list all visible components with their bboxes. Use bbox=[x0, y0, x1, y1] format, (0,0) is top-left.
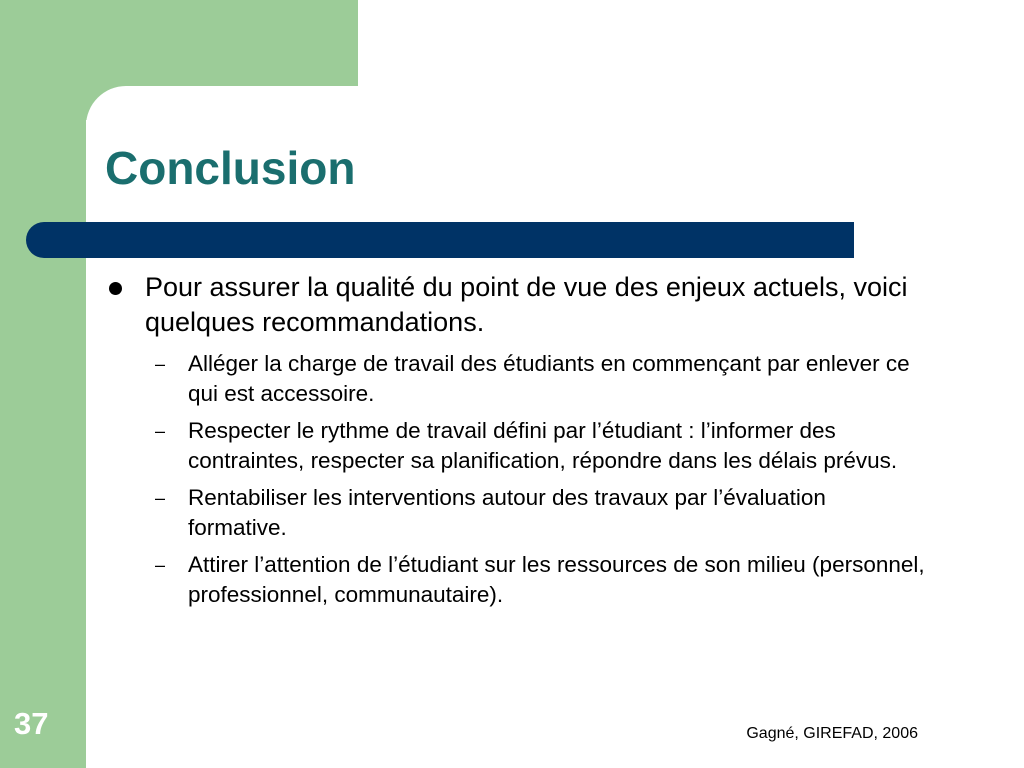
sub-bullet-item bbox=[105, 550, 925, 610]
sub-bullet-text: Respecter le rythme de travail défini par l’étudiant : l’informer des contraintes, respecter sa planification, répondre dans les délais prévus. bbox=[188, 418, 898, 473]
title-underline-bar bbox=[26, 222, 854, 258]
sub-bullet-item bbox=[105, 483, 925, 543]
sub-bullet-text: Alléger la charge de travail des étudiants en commençant par enlever ce qui est accessoire. bbox=[188, 351, 910, 406]
bullet-item bbox=[105, 270, 925, 340]
sub-bullet-list bbox=[105, 349, 925, 610]
slide-body bbox=[105, 270, 925, 617]
dash-icon: – bbox=[155, 488, 166, 508]
sub-bullet-text: Attirer l’attention de l’étudiant sur les ressources de son milieu (personnel, professionnel, communautaire). bbox=[188, 552, 925, 607]
footer-citation: Gagné, GIREFAD, 2006 bbox=[746, 725, 918, 742]
slide-number: 37 bbox=[14, 706, 49, 741]
slide-title: Conclusion bbox=[105, 142, 356, 194]
dash-icon: – bbox=[155, 354, 166, 374]
sub-bullet-text: Rentabiliser les interventions autour des travaux par l’évaluation formative. bbox=[188, 485, 826, 540]
sub-bullet-item bbox=[105, 349, 925, 409]
bullet-text: Pour assurer la qualité du point de vue des enjeux actuels, voici quelques recommandations. bbox=[145, 272, 908, 337]
sub-bullet-item bbox=[105, 416, 925, 476]
frame-left-column bbox=[0, 0, 86, 768]
dash-icon: – bbox=[155, 555, 166, 575]
dash-icon: – bbox=[155, 421, 166, 441]
bullet-dot-icon bbox=[109, 282, 122, 295]
